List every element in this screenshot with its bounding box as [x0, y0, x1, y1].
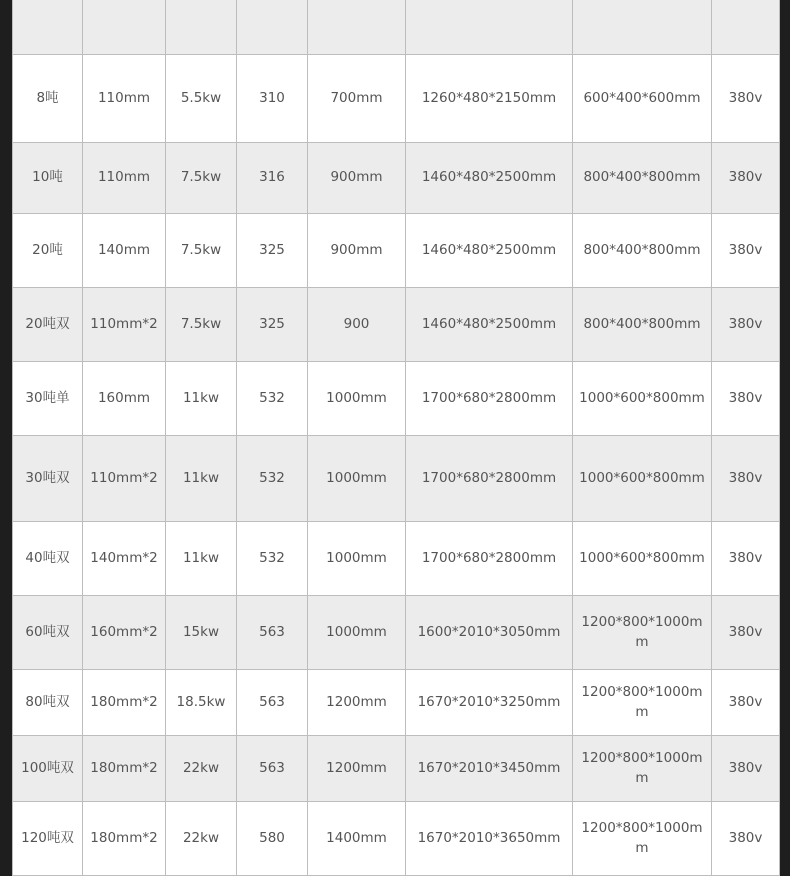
header-bale-size	[573, 0, 712, 55]
cell-power: 380v	[712, 522, 780, 596]
cell-power: 380v	[712, 736, 780, 802]
cell-bale-size: 800*400*800mm	[573, 214, 712, 288]
cell-power: 380v	[712, 436, 780, 522]
header-cylinder	[83, 0, 166, 55]
header-dimensions	[406, 0, 573, 55]
spec-table-container	[12, 0, 779, 876]
cell-bale-size: 1200*800*1000mm	[573, 736, 712, 802]
cell-cylinder: 110mm	[83, 143, 166, 214]
cell-pump: 325	[237, 214, 308, 288]
cell-cylinder: 160mm*2	[83, 596, 166, 670]
cell-dimensions: 1670*2010*3250mm	[406, 670, 573, 736]
cell-cylinder: 140mm*2	[83, 522, 166, 596]
cell-cylinder: 180mm*2	[83, 736, 166, 802]
cell-model: 100吨双	[13, 736, 83, 802]
cell-pump: 563	[237, 596, 308, 670]
cell-motor: 5.5kw	[166, 55, 237, 143]
cell-stroke: 700mm	[308, 55, 406, 143]
cell-model: 120吨双	[13, 802, 83, 876]
cell-bale-size: 1200*800*1000mm	[573, 670, 712, 736]
cell-pump: 563	[237, 736, 308, 802]
cell-power: 380v	[712, 143, 780, 214]
table-row	[13, 214, 780, 288]
cell-model: 8吨	[13, 55, 83, 143]
cell-power: 380v	[712, 362, 780, 436]
cell-model: 10吨	[13, 143, 83, 214]
table-row	[13, 670, 780, 736]
header-row	[13, 0, 780, 55]
table-row	[13, 288, 780, 362]
cell-pump: 580	[237, 802, 308, 876]
cell-stroke: 1000mm	[308, 596, 406, 670]
cell-stroke: 1000mm	[308, 522, 406, 596]
cell-model: 40吨双	[13, 522, 83, 596]
cell-power: 380v	[712, 214, 780, 288]
cell-dimensions: 1670*2010*3450mm	[406, 736, 573, 802]
table-row	[13, 736, 780, 802]
cell-motor: 11kw	[166, 436, 237, 522]
header-pump	[237, 0, 308, 55]
cell-model: 60吨双	[13, 596, 83, 670]
cell-stroke: 1000mm	[308, 362, 406, 436]
cell-bale-size: 1000*600*800mm	[573, 522, 712, 596]
cell-dimensions: 1670*2010*3650mm	[406, 802, 573, 876]
cell-stroke: 900	[308, 288, 406, 362]
header-motor	[166, 0, 237, 55]
table-row	[13, 436, 780, 522]
cell-cylinder: 140mm	[83, 214, 166, 288]
cell-dimensions: 1260*480*2150mm	[406, 55, 573, 143]
cell-power: 380v	[712, 288, 780, 362]
cell-pump: 532	[237, 522, 308, 596]
cell-pump: 316	[237, 143, 308, 214]
cell-bale-size: 1200*800*1000mm	[573, 596, 712, 670]
cell-dimensions: 1600*2010*3050mm	[406, 596, 573, 670]
cell-bale-size: 600*400*600mm	[573, 55, 712, 143]
table-row	[13, 596, 780, 670]
cell-power: 380v	[712, 55, 780, 143]
cell-stroke: 1000mm	[308, 436, 406, 522]
cell-cylinder: 110mm*2	[83, 288, 166, 362]
table-row	[13, 522, 780, 596]
cell-dimensions: 1460*480*2500mm	[406, 214, 573, 288]
cell-cylinder: 160mm	[83, 362, 166, 436]
cell-cylinder: 180mm*2	[83, 802, 166, 876]
cell-dimensions: 1460*480*2500mm	[406, 288, 573, 362]
cell-power: 380v	[712, 802, 780, 876]
cell-model: 20吨双	[13, 288, 83, 362]
cell-motor: 22kw	[166, 736, 237, 802]
cell-pump: 532	[237, 436, 308, 522]
cell-pump: 310	[237, 55, 308, 143]
cell-model: 20吨	[13, 214, 83, 288]
cell-power: 380v	[712, 670, 780, 736]
cell-model: 30吨双	[13, 436, 83, 522]
cell-model: 80吨双	[13, 670, 83, 736]
cell-bale-size: 800*400*800mm	[573, 288, 712, 362]
header-stroke	[308, 0, 406, 55]
cell-pump: 532	[237, 362, 308, 436]
cell-stroke: 1200mm	[308, 670, 406, 736]
header-power	[712, 0, 780, 55]
cell-stroke: 1400mm	[308, 802, 406, 876]
table-row	[13, 802, 780, 876]
cell-dimensions: 1700*680*2800mm	[406, 362, 573, 436]
spec-table	[12, 0, 780, 876]
cell-motor: 11kw	[166, 362, 237, 436]
cell-dimensions: 1700*680*2800mm	[406, 436, 573, 522]
cell-motor: 18.5kw	[166, 670, 237, 736]
cell-motor: 15kw	[166, 596, 237, 670]
cell-bale-size: 1000*600*800mm	[573, 436, 712, 522]
cell-dimensions: 1460*480*2500mm	[406, 143, 573, 214]
cell-stroke: 1200mm	[308, 736, 406, 802]
cell-stroke: 900mm	[308, 143, 406, 214]
cell-cylinder: 180mm*2	[83, 670, 166, 736]
table-row	[13, 362, 780, 436]
cell-cylinder: 110mm*2	[83, 436, 166, 522]
cell-dimensions: 1700*680*2800mm	[406, 522, 573, 596]
cell-motor: 22kw	[166, 802, 237, 876]
cell-stroke: 900mm	[308, 214, 406, 288]
cell-pump: 325	[237, 288, 308, 362]
cell-motor: 7.5kw	[166, 288, 237, 362]
cell-motor: 11kw	[166, 522, 237, 596]
cell-motor: 7.5kw	[166, 143, 237, 214]
cell-model: 30吨单	[13, 362, 83, 436]
cell-cylinder: 110mm	[83, 55, 166, 143]
cell-pump: 563	[237, 670, 308, 736]
cell-power: 380v	[712, 596, 780, 670]
cell-bale-size: 1200*800*1000mm	[573, 802, 712, 876]
table-row	[13, 55, 780, 143]
cell-motor: 7.5kw	[166, 214, 237, 288]
cell-bale-size: 1000*600*800mm	[573, 362, 712, 436]
table-row	[13, 143, 780, 214]
header-model	[13, 0, 83, 55]
cell-bale-size: 800*400*800mm	[573, 143, 712, 214]
